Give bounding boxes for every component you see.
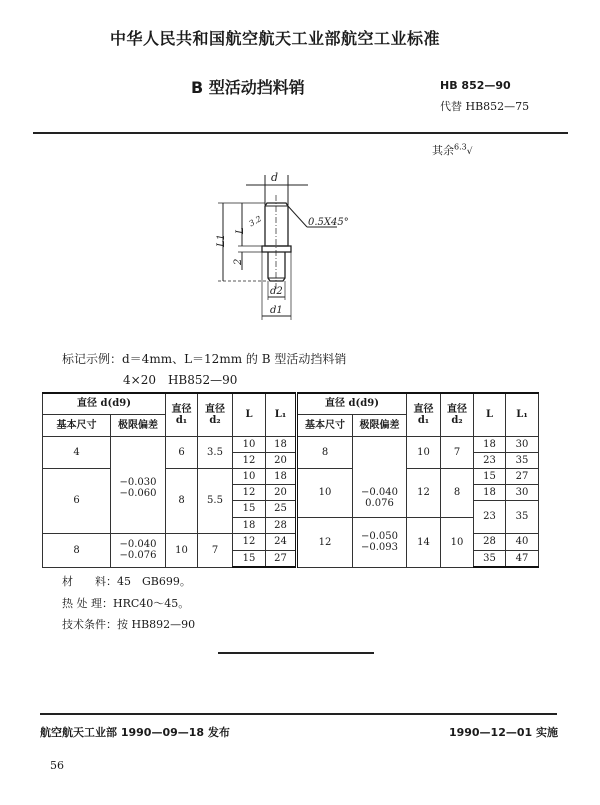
table-cell: 10 xyxy=(233,436,266,452)
dimension-table xyxy=(42,392,539,568)
replaces-standard: 代替 HB852—75 xyxy=(440,100,530,113)
label-d2: d2 xyxy=(270,286,283,297)
header-L1: L₁ xyxy=(266,393,297,436)
table-cell: 12 xyxy=(233,533,266,550)
header-d1: 直径 d₁ xyxy=(166,393,198,436)
header-basic-size: 基本尺寸 xyxy=(43,414,111,436)
header-d2: 直径 d₂ xyxy=(198,393,233,436)
right-d2-12: 10 xyxy=(441,517,474,567)
right-dev-8-10: −0.040 0.076 xyxy=(353,436,407,517)
note-material: 材 料：45 GB699。 xyxy=(62,575,191,588)
header-L1-right: L₁ xyxy=(506,393,539,436)
note-heat-treatment: 热 处 理：HRC40～45。 xyxy=(62,597,190,610)
left-dev-8: −0.040 −0.076 xyxy=(111,533,166,567)
roughness-note xyxy=(432,142,472,158)
table-cell: 18 xyxy=(266,468,297,484)
header-basic-size-right: 基本尺寸 xyxy=(297,414,353,436)
label-L: L xyxy=(235,227,246,234)
issuing-organization: 中华人民共和国航空航天工业部航空工业标准 xyxy=(110,29,441,48)
document-title: B 型活动挡料销 xyxy=(191,78,305,97)
header-L: L xyxy=(233,393,266,436)
table-cell: 35 xyxy=(506,452,539,468)
table-cell: 28 xyxy=(474,533,506,550)
table-cell: 12 xyxy=(233,484,266,500)
right-d1-12: 14 xyxy=(407,517,441,567)
table-cell: 12 xyxy=(233,452,266,468)
effective-date: 1990—12—01 实施 xyxy=(448,726,558,739)
right-d2-10: 8 xyxy=(441,468,474,517)
left-dev-4-6: −0.030 −0.060 xyxy=(111,436,166,533)
table-cell: 23 xyxy=(474,500,506,533)
page-number: 56 xyxy=(50,759,64,772)
label-d1: d1 xyxy=(270,305,283,316)
left-d-6: 6 xyxy=(43,468,111,533)
left-d1-8: 10 xyxy=(166,533,198,567)
table-cell: 18 xyxy=(233,517,266,533)
right-d-10: 10 xyxy=(297,468,353,517)
right-d2-8: 7 xyxy=(441,436,474,468)
table-cell: 18 xyxy=(474,484,506,500)
table-cell: 24 xyxy=(266,533,297,550)
right-d-8: 8 xyxy=(297,436,353,468)
left-d2-4: 3.5 xyxy=(198,436,233,468)
header-d1-right: 直径 d₁ xyxy=(407,393,441,436)
header-diameter-group: 直径 d(d9) xyxy=(43,393,166,414)
table-cell: 10 xyxy=(233,468,266,484)
right-d1-8: 10 xyxy=(407,436,441,468)
note-technical-conditions: 技术条件：按 HB892—90 xyxy=(62,618,196,631)
left-d2-6: 5.5 xyxy=(198,468,233,533)
header-d2-right: 直径 d₂ xyxy=(441,393,474,436)
standard-number: HB 852—90 xyxy=(440,79,511,92)
left-d2-8: 7 xyxy=(198,533,233,567)
right-d-12: 12 xyxy=(297,517,353,567)
header-limit-deviation-right: 极限偏差 xyxy=(353,414,407,436)
table-cell: 23 xyxy=(474,452,506,468)
table-cell: 18 xyxy=(474,436,506,452)
pin-drawing xyxy=(200,160,460,330)
header-limit-deviation: 极限偏差 xyxy=(111,414,166,436)
table-cell: 40 xyxy=(506,533,539,550)
table-cell: 28 xyxy=(266,517,297,533)
table-cell: 35 xyxy=(506,500,539,533)
label-L1: L1 xyxy=(216,233,227,247)
table-cell: 30 xyxy=(506,436,539,452)
end-divider xyxy=(218,652,374,654)
table-cell: 20 xyxy=(266,484,297,500)
left-d-8: 8 xyxy=(43,533,111,567)
roughness-symbol-icon: √ xyxy=(466,147,473,157)
table-cell: 30 xyxy=(506,484,539,500)
label-roughness: 3.2 xyxy=(247,214,264,229)
right-d1-10: 12 xyxy=(407,468,441,517)
right-dev-12: −0.050 −0.093 xyxy=(353,517,407,567)
left-d1-6: 8 xyxy=(166,468,198,533)
table-cell: 15 xyxy=(474,468,506,484)
publish-info: 航空航天工业部 1990—09—18 发布 xyxy=(40,726,230,739)
header-divider xyxy=(33,132,568,134)
marking-example-code: 4×20 HB852—90 xyxy=(123,373,238,387)
table-cell: 27 xyxy=(266,550,297,567)
label-d: d xyxy=(271,171,279,184)
marking-example: 标记示例：d＝4mm、L＝12mm 的 B 型活动挡料销 xyxy=(62,352,347,366)
footer-divider xyxy=(40,713,557,715)
table-cell: 27 xyxy=(506,468,539,484)
table-cell: 35 xyxy=(474,550,506,567)
table-cell: 25 xyxy=(266,500,297,517)
roughness-value: 6.3 xyxy=(454,142,467,152)
label-2: 2 xyxy=(233,258,244,265)
left-d-4: 4 xyxy=(43,436,111,468)
header-diameter-group-right: 直径 d(d9) xyxy=(297,393,407,414)
header-L-right: L xyxy=(474,393,506,436)
table-cell: 15 xyxy=(233,500,266,517)
table-cell: 18 xyxy=(266,436,297,452)
roughness-text: 其余 xyxy=(432,144,454,157)
table-cell: 15 xyxy=(233,550,266,567)
table-cell: 20 xyxy=(266,452,297,468)
label-chamfer: 0.5X45° xyxy=(308,217,349,228)
pin-drawing-svg xyxy=(200,160,460,330)
left-d1-4: 6 xyxy=(166,436,198,468)
table-cell: 47 xyxy=(506,550,539,567)
